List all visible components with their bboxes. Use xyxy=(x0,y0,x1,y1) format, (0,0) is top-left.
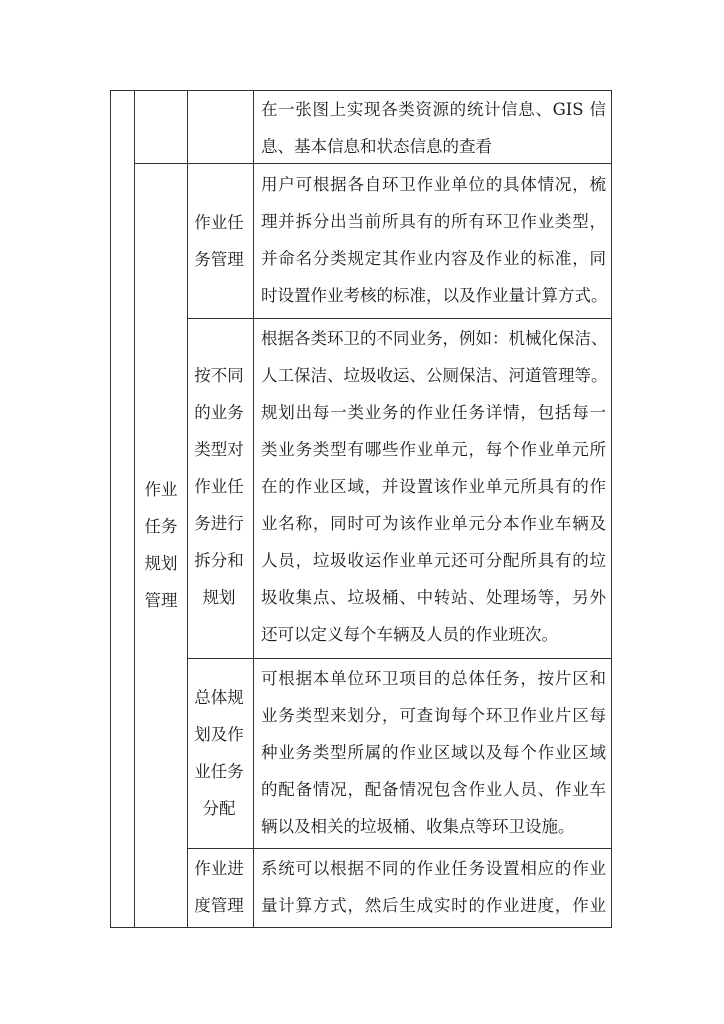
description-line: 辆以及相关的垃圾桶、收集点等环卫设施。 xyxy=(261,817,575,836)
table-border-bottom xyxy=(110,927,612,928)
function-name-line: 度管理 xyxy=(194,896,244,915)
description-line: 息、基本信息和状态信息的查看 xyxy=(261,137,492,156)
description-line: 的配备情况，配备情况包含作业人员、作业车 xyxy=(261,780,606,799)
description-line: 系统可以根据不同的作业任务设置相应的作业 xyxy=(261,859,606,878)
description-line: 圾收集点、垃圾桶、中转站、处理场等，另外 xyxy=(261,588,606,607)
description-line: 可根据本单位环卫项目的总体任务，按片区和 xyxy=(261,669,606,688)
category-text-line: 作业 xyxy=(144,480,178,499)
row-divider-4 xyxy=(187,848,612,849)
function-name-line: 作业进 xyxy=(194,859,244,878)
function-name-line: 分配 xyxy=(202,799,236,818)
column-divider-3 xyxy=(253,90,254,928)
description-line: 在一张图上实现各类资源的统计信息、GIS 信 xyxy=(261,100,606,119)
function-name-line: 的业务 xyxy=(194,403,244,422)
category-text-line: 规划 xyxy=(144,554,178,573)
description-line: 人工保洁、垃圾收运、公厕保洁、河道管理等。 xyxy=(261,366,608,385)
function-name-line: 类型对 xyxy=(194,440,244,459)
row-divider-2 xyxy=(187,318,612,319)
table-border-right xyxy=(611,90,612,928)
column-divider-2 xyxy=(187,90,188,928)
function-name-line: 总体规 xyxy=(194,688,244,707)
function-name-line: 务管理 xyxy=(194,250,244,269)
description-line: 人员，垃圾收运作业单元还可分配所具有的垃 xyxy=(261,551,606,570)
description-line: 理并拆分出当前所具有的所有环卫作业类型， xyxy=(261,212,606,231)
description-line: 量计算方式，然后生成实时的作业进度，作业 xyxy=(261,896,606,915)
table-border-top xyxy=(110,90,612,91)
column-divider-1 xyxy=(134,90,135,928)
function-name-line: 业任务 xyxy=(194,762,244,781)
description-line: 用户可根据各自环卫作业单位的具体情况，梳 xyxy=(261,175,606,194)
function-name-line: 作业任 xyxy=(194,213,244,232)
category-text-line: 任务 xyxy=(144,517,178,536)
description-line: 业名称，同时可为该作业单元分本作业车辆及 xyxy=(261,514,606,533)
function-name-line: 规划 xyxy=(202,588,236,607)
category-text-line: 管理 xyxy=(144,591,178,610)
description-line: 并命名分类规定其作业内容及作业的标准，同 xyxy=(261,249,606,268)
description-line: 业务类型来划分，可查询每个环卫作业片区每 xyxy=(261,706,606,725)
function-name-line: 按不同 xyxy=(194,366,244,385)
row-divider-3 xyxy=(187,658,612,659)
description-line: 还可以定义每个车辆及人员的作业班次。 xyxy=(261,625,558,644)
function-name-line: 拆分和 xyxy=(194,551,244,570)
description-line: 规划出每一类业务的作业任务详情，包括每一 xyxy=(261,403,606,422)
function-name-line: 务进行 xyxy=(194,514,244,533)
description-line: 根据各类环卫的不同业务，例如：机械化保洁、 xyxy=(261,329,608,348)
description-line: 类业务类型有哪些作业单元，每个作业单元所 xyxy=(261,440,606,459)
description-line: 在的作业区域，并设置该作业单元所具有的作 xyxy=(261,477,606,496)
description-line: 时设置作业考核的标准，以及作业量计算方式。 xyxy=(261,286,608,305)
function-name-line: 作业任 xyxy=(194,477,244,496)
table-border-left xyxy=(110,90,111,928)
description-line: 种业务类型所属的作业区域以及每个作业区域 xyxy=(261,743,606,762)
function-name-line: 划及作 xyxy=(194,725,244,744)
